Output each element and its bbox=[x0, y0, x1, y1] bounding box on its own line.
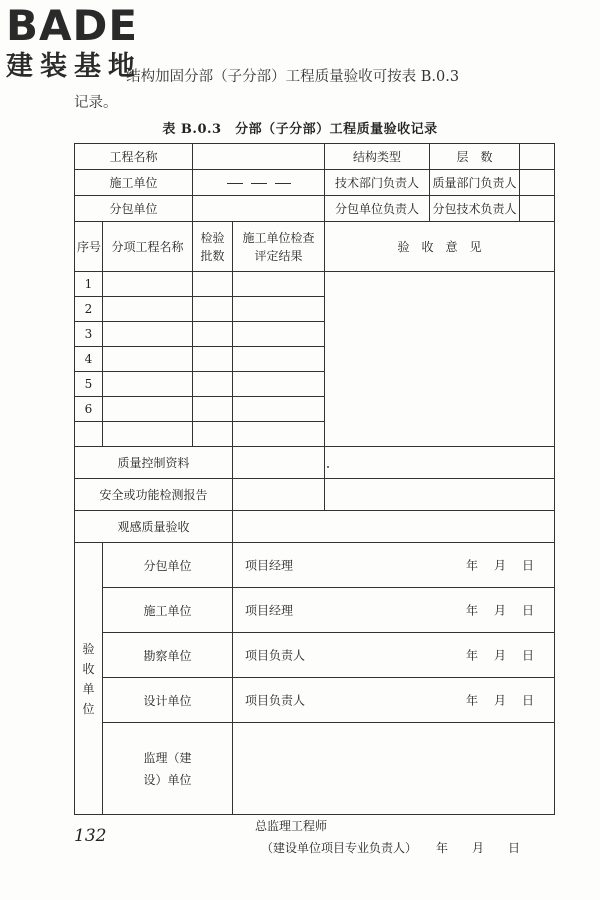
label-floors: 层 数 bbox=[430, 144, 520, 170]
acceptance-sign[interactable] bbox=[233, 678, 555, 723]
acceptance-sign[interactable] bbox=[233, 588, 555, 633]
header-row-contractor bbox=[75, 170, 555, 196]
cell-subitem[interactable] bbox=[103, 322, 193, 347]
acceptance-role: 项目经理 bbox=[245, 558, 294, 573]
row-number-empty bbox=[75, 422, 103, 447]
acceptance-group-text: 验收单位 bbox=[82, 641, 95, 716]
cell-batches[interactable] bbox=[193, 322, 233, 347]
col-check-result bbox=[233, 222, 325, 272]
supervision-unit: 监理（建设）单位 bbox=[143, 750, 192, 787]
value-safety-report[interactable] bbox=[233, 479, 325, 511]
acceptance-sign[interactable] bbox=[233, 543, 555, 588]
acceptance-date: 年 月 日 bbox=[466, 603, 537, 618]
acceptance-date: 年 月 日 bbox=[466, 648, 537, 663]
cell-batches[interactable] bbox=[193, 372, 233, 397]
cell-check[interactable] bbox=[233, 347, 325, 372]
intro-line-1 bbox=[74, 64, 574, 90]
label-quality-dept-head: 质量部门负责人 bbox=[430, 170, 520, 196]
logo-sub-text: 建装基地 bbox=[6, 51, 142, 82]
cell-batches[interactable] bbox=[193, 347, 233, 372]
supervision-role-2: （建设单位项目专业负责人） bbox=[261, 840, 418, 855]
cell-batches[interactable] bbox=[193, 397, 233, 422]
opinion-area[interactable] bbox=[325, 272, 555, 447]
row-number: 2 bbox=[75, 297, 103, 322]
cell-check[interactable] bbox=[233, 322, 325, 347]
acceptance-role: 项目经理 bbox=[245, 603, 294, 618]
opinion-quality-docs[interactable] bbox=[325, 447, 555, 479]
cell-check[interactable] bbox=[233, 397, 325, 422]
cell-subitem[interactable] bbox=[103, 372, 193, 397]
intro-paragraph bbox=[74, 64, 574, 116]
page-number: 132 bbox=[74, 826, 107, 846]
supervision-unit-cell bbox=[103, 723, 233, 815]
acceptance-group-label bbox=[75, 543, 103, 815]
logo-main-text: BADE bbox=[6, 1, 139, 50]
acceptance-row bbox=[75, 678, 555, 723]
value-sub-tech-head[interactable] bbox=[520, 196, 555, 222]
label-contractor: 施工单位 bbox=[75, 170, 193, 196]
acceptance-unit: 设计单位 bbox=[103, 678, 233, 723]
label-structure-type: 结构类型 bbox=[325, 144, 430, 170]
intro-text: 结构加固分部（子分部）工程质量验收可按表 bbox=[126, 69, 417, 85]
supervision-role-1: 总监理工程师 bbox=[255, 818, 328, 833]
intro-line-2: 记录。 bbox=[74, 95, 118, 111]
label-sub-unit-head: 分包单位负责人 bbox=[325, 196, 430, 222]
value-subcontractor[interactable] bbox=[193, 196, 325, 222]
col-seq: 序号 bbox=[75, 222, 103, 272]
row-number: 1 bbox=[75, 272, 103, 297]
label-appearance: 观感质量验收 bbox=[75, 511, 233, 543]
row-number: 6 bbox=[75, 397, 103, 422]
cell-subitem[interactable] bbox=[103, 297, 193, 322]
cell-batches[interactable] bbox=[193, 422, 233, 447]
acceptance-row bbox=[75, 543, 555, 588]
cell-subitem[interactable] bbox=[103, 397, 193, 422]
cell-subitem[interactable] bbox=[103, 422, 193, 447]
acceptance-date: 年 月 日 bbox=[466, 693, 537, 708]
acceptance-unit: 施工单位 bbox=[103, 588, 233, 633]
value-quality-docs[interactable] bbox=[233, 447, 325, 479]
label-quality-docs: 质量控制资料 bbox=[75, 447, 233, 479]
table-caption: 表 B.0.3 分部（子分部）工程质量验收记录 bbox=[162, 122, 438, 137]
acceptance-sign[interactable] bbox=[233, 633, 555, 678]
header-row-project bbox=[75, 144, 555, 170]
row-number: 5 bbox=[75, 372, 103, 397]
header-row-subcontractor bbox=[75, 196, 555, 222]
label-sub-tech-head: 分包技术负责人 bbox=[430, 196, 520, 222]
acceptance-date: 年 月 日 bbox=[466, 558, 537, 573]
value-floors[interactable] bbox=[520, 144, 555, 170]
table-row bbox=[75, 272, 555, 297]
acceptance-role: 项目负责人 bbox=[245, 648, 306, 663]
row-number: 4 bbox=[75, 347, 103, 372]
label-subcontractor: 分包单位 bbox=[75, 196, 193, 222]
safety-report-row bbox=[75, 479, 555, 511]
value-appearance[interactable] bbox=[233, 511, 555, 543]
col-check-result-text: 施工单位检查评定结果 bbox=[242, 230, 315, 263]
label-tech-dept-head: 技术部门负责人 bbox=[325, 170, 430, 196]
cell-subitem[interactable] bbox=[103, 272, 193, 297]
cell-check[interactable] bbox=[233, 372, 325, 397]
col-batches-text: 检验批数 bbox=[200, 230, 225, 263]
opinion-safety-report[interactable] bbox=[325, 479, 555, 511]
acceptance-row bbox=[75, 633, 555, 678]
intro-table-ref: B.0.3 bbox=[420, 69, 460, 85]
cell-batches[interactable] bbox=[193, 297, 233, 322]
cell-check[interactable] bbox=[233, 422, 325, 447]
col-opinion: 验 收 意 见 bbox=[325, 222, 555, 272]
row-number: 3 bbox=[75, 322, 103, 347]
value-contractor[interactable] bbox=[193, 170, 325, 196]
acceptance-unit: 勘察单位 bbox=[103, 633, 233, 678]
cell-subitem[interactable] bbox=[103, 347, 193, 372]
column-header-row bbox=[75, 222, 555, 272]
supervision-date: 年 月 日 bbox=[436, 840, 527, 855]
value-quality-dept-head[interactable] bbox=[520, 170, 555, 196]
supervision-sign[interactable] bbox=[233, 723, 555, 855]
cell-check[interactable] bbox=[233, 272, 325, 297]
acceptance-role: 项目负责人 bbox=[245, 693, 306, 708]
acceptance-unit: 分包单位 bbox=[103, 543, 233, 588]
col-subitem: 分项工程名称 bbox=[103, 222, 193, 272]
scan-speck bbox=[327, 466, 329, 468]
col-batches bbox=[193, 222, 233, 272]
label-safety-report: 安全或功能检测报告 bbox=[75, 479, 233, 511]
appearance-row bbox=[75, 511, 555, 543]
supervision-row bbox=[75, 723, 555, 815]
quality-docs-row bbox=[75, 447, 555, 479]
value-project-name[interactable] bbox=[193, 144, 325, 170]
label-project-name: 工程名称 bbox=[75, 144, 193, 170]
cell-batches[interactable] bbox=[193, 272, 233, 297]
cell-check[interactable] bbox=[233, 297, 325, 322]
acceptance-row bbox=[75, 588, 555, 633]
